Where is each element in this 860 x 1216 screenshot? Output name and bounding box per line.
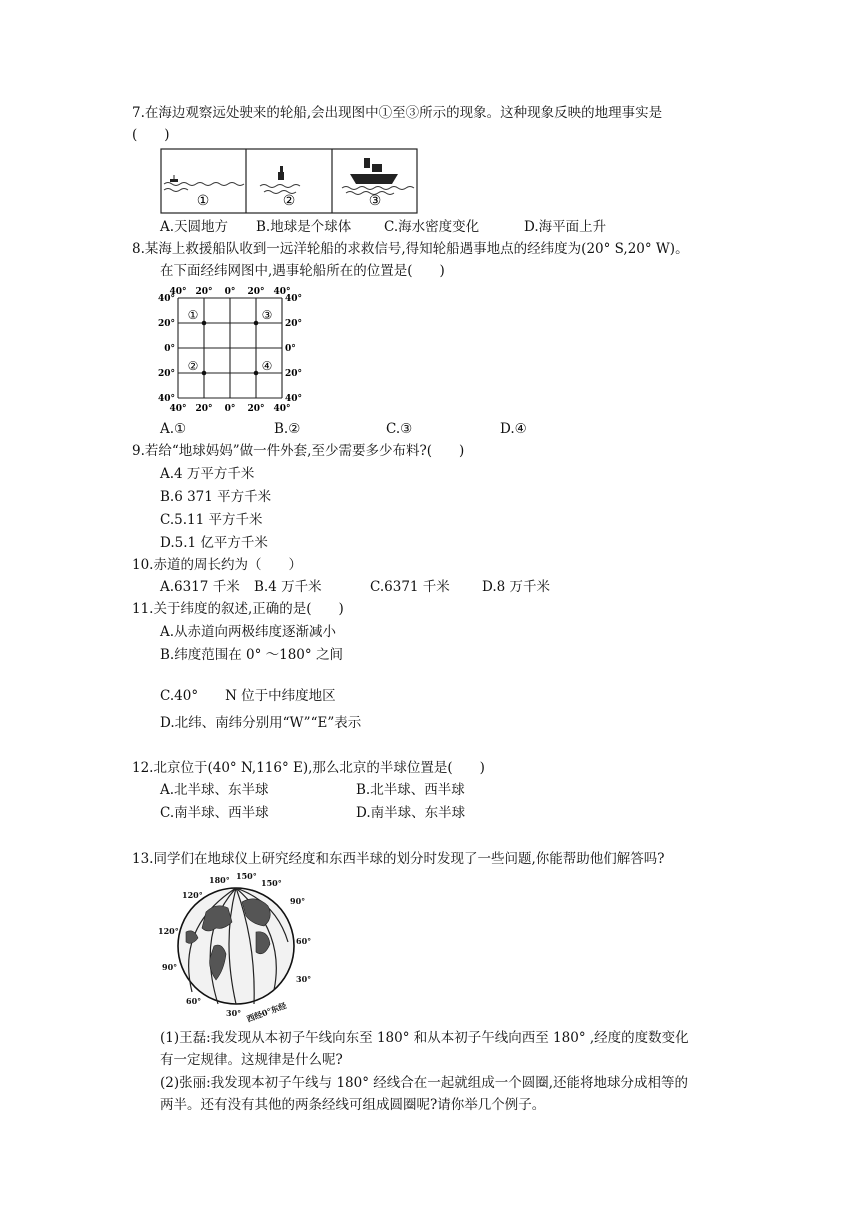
q8-stem-line1: 8.某海上救援船队收到一远洋轮船的求救信号,得知轮船遇事地点的经纬度为(20° S,20° W)。: [132, 241, 689, 257]
q8-stem-line2: 在下面经纬网图中,遇事轮船所在的位置是( ): [160, 263, 445, 279]
grid-left-label: 40°: [157, 294, 175, 304]
grid-marker-4: ④: [261, 359, 273, 373]
globe-label: 150°: [236, 872, 257, 881]
q8-options: [160, 420, 527, 438]
q8-option-d: D.④: [500, 421, 527, 437]
q9-stem: 9.若给“地球妈妈”做一件外套,至少需要多少布料?( ): [132, 443, 465, 459]
grid-bottom-label: 20°: [247, 404, 265, 414]
q12-options-row1: [160, 781, 465, 799]
grid-top-label: 20°: [195, 287, 213, 297]
q13-sub2-line1: (2)张丽:我发现本初子午线与 180° 经线合在一起就组成一个圆圈,还能将地球分成相等的: [160, 1075, 689, 1091]
grid-top-label: 40°: [273, 287, 291, 297]
grid-point-3: [254, 321, 259, 326]
q12-option-d: D.南半球、东半球: [356, 805, 466, 821]
q12-option-b: B.北半球、西半球: [356, 782, 465, 798]
q13-sub1-line2: 有一定规律。这规律是什么呢?: [160, 1052, 343, 1068]
q9-option-a: A.4 万平方千米: [160, 466, 255, 482]
q12-option-c: C.南半球、西半球: [160, 805, 269, 821]
q10-option-a: A.6317 千米: [160, 579, 240, 595]
grid-marker-2: ②: [187, 359, 199, 373]
panel-3-label: ③: [368, 193, 382, 209]
q8-grid-figure: [156, 284, 306, 420]
grid-right-label: 40°: [285, 394, 303, 404]
q7-stem-line2: ( ): [132, 127, 170, 143]
grid-point-2: [202, 371, 207, 376]
q11-option-b: B.纬度范围在 0° ～180° 之间: [160, 647, 343, 663]
q10-option-d: D.8 万千米: [482, 579, 551, 595]
globe-label: 120°: [182, 890, 203, 900]
q7-option-c: C.海水密度变化: [384, 219, 480, 235]
grid-left-label: 0°: [164, 344, 175, 354]
q10-option-c: C.6371 千米: [370, 579, 450, 595]
q9-option-b: B.6 371 平方千米: [160, 489, 272, 505]
grid-top-label: 40°: [169, 287, 187, 297]
q13-sub1-line1: (1)王磊:我发现从本初子午线向东至 180° 和从本初子午线向西至 180° ,经度的度数变化: [160, 1030, 689, 1046]
q8-option-b: B.②: [274, 421, 301, 437]
grid-top-label: 0°: [224, 287, 236, 297]
globe-label: 90°: [290, 896, 306, 906]
q10-options: [160, 578, 550, 596]
q12-options-row2: [160, 804, 465, 822]
q13-sub2-line2: 两半。还有没有其他的两条经线可组成圆圈呢?请你举几个例子。: [160, 1097, 546, 1113]
q11-option-d: D.北纬、南纬分别用“W”“E”表示: [160, 715, 362, 731]
panel-1-label: ①: [196, 193, 210, 209]
globe-label: 30°: [296, 974, 312, 984]
q9-option-d: D.5.1 亿平方千米: [160, 535, 268, 551]
globe-label: 60°: [186, 996, 202, 1006]
q8-option-c: C.③: [386, 421, 413, 437]
q7-options: [160, 218, 606, 236]
q9-option-c: C.5.11 平方千米: [160, 512, 263, 528]
grid-right-label: 20°: [285, 319, 303, 329]
q11-option-c: C.40° N 位于中纬度地区: [160, 688, 336, 704]
grid-left-label: 20°: [157, 369, 175, 379]
grid-bottom-label: 0°: [224, 404, 236, 414]
panel-2-label: ②: [282, 193, 296, 209]
grid-marker-1: ①: [187, 308, 199, 322]
grid-left-label: 20°: [157, 319, 175, 329]
q7-ship-figure: [160, 148, 418, 218]
grid-top-label: 20°: [247, 287, 265, 297]
q12-stem: 12.北京位于(40° N,116° E),那么北京的半球位置是( ): [132, 760, 485, 776]
globe-label: 30°: [226, 1008, 242, 1018]
globe-label: 180°: [209, 875, 230, 885]
grid-bottom-label: 20°: [195, 404, 213, 414]
q13-stem: 13.同学们在地球仪上研究经度和东西半球的划分时发现了一些问题,你能帮助他们解答吗?: [132, 851, 665, 867]
grid-right-label: 0°: [285, 344, 296, 354]
grid-left-label: 40°: [157, 394, 175, 404]
grid-bottom-label: 40°: [169, 404, 187, 414]
q7-option-a: A.天圆地方: [160, 219, 229, 235]
q11-stem: 11.关于纬度的叙述,正确的是( ): [132, 601, 344, 617]
q13-globe-figure: [156, 872, 316, 1028]
globe-label: 90°: [162, 962, 178, 972]
grid-point-1: [202, 321, 207, 326]
grid-marker-3: ③: [261, 308, 273, 322]
q7-option-b: B.地球是个球体: [256, 219, 352, 235]
q7-stem-line1: 7.在海边观察远处驶来的轮船,会出现图中①至③所示的现象。这种现象反映的地理事实是: [132, 105, 663, 121]
q11-option-a: A.从赤道向两极纬度逐渐减小: [160, 624, 337, 640]
globe-label: 150°: [261, 878, 282, 888]
q7-option-d: D.海平面上升: [524, 219, 607, 235]
globe-label: 120°: [158, 926, 179, 936]
grid-right-label: 40°: [285, 294, 303, 304]
grid-point-4: [254, 371, 259, 376]
q8-option-a: A.①: [160, 421, 187, 437]
q10-stem: 10.赤道的周长约为（ ）: [132, 557, 302, 573]
q10-option-b: B.4 万千米: [254, 579, 322, 595]
q12-option-a: A.北半球、东半球: [160, 782, 269, 798]
globe-label: 西经0°东经: [245, 1000, 288, 1024]
globe-label: 60°: [296, 936, 312, 946]
grid-right-label: 20°: [285, 369, 303, 379]
grid-bottom-label: 40°: [273, 404, 291, 414]
